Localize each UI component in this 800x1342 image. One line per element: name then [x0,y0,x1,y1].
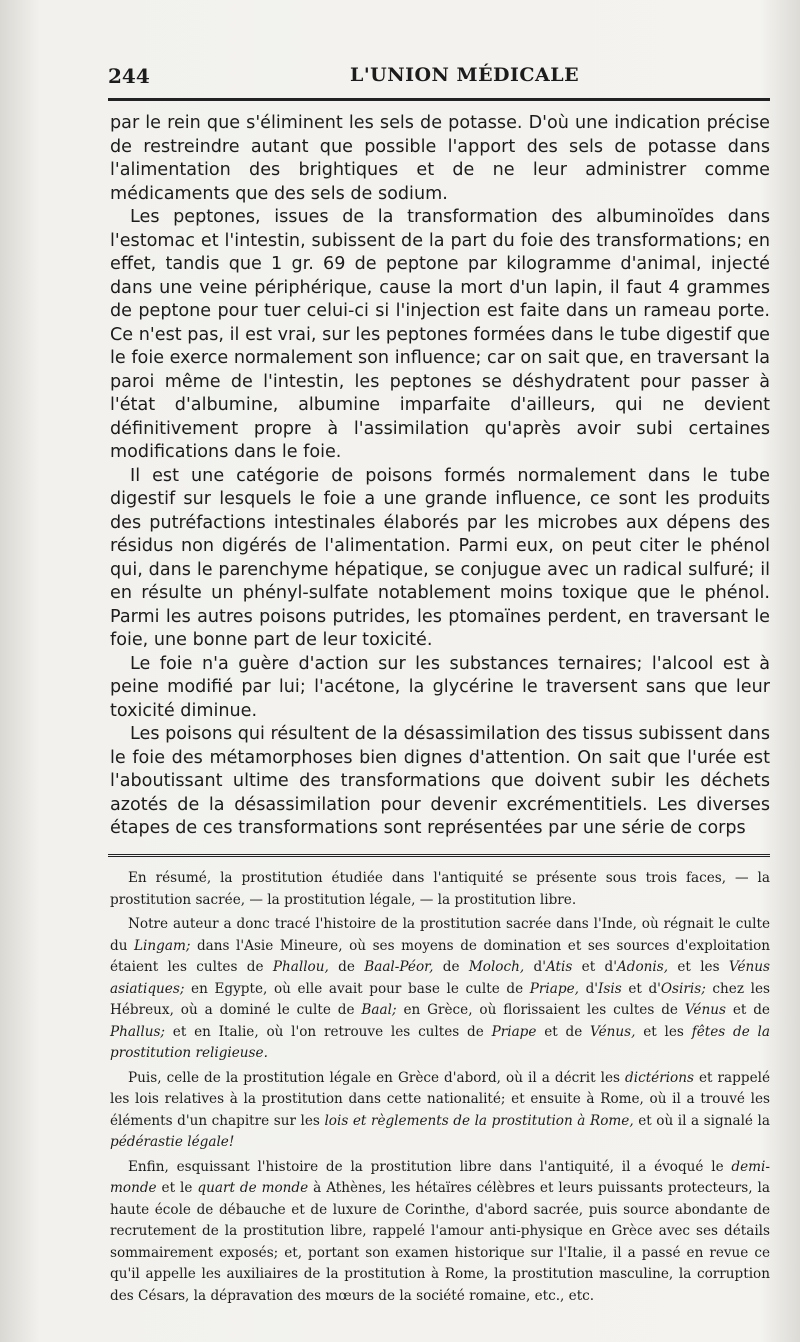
main-article-text [110,112,770,841]
paragraph: Le foie n'a guère d'action sur les substances ternaires; l'alcool est à peine modifié par lui; l'acétone, la glycérine le traversent sans que leur toxicité diminue. [110,653,770,721]
header-rule [108,98,770,101]
feuilleton-section [110,868,770,1310]
page-header [108,60,770,96]
feuilleton-paragraph: En résumé, la prostitution étudiée dans l'antiquité se présente sous trois faces, — la prostitution sacrée, — la prostitution légale, — la prostitution libre. [110,870,770,908]
feuilleton-paragraph: Enfin, esquissant l'histoire de la prostitution libre dans l'antiquité, il a évoqué le demi-monde et le quart de monde à Athènes, les hétaïres célèbres et leurs puissants protecteurs, la haute école de débauche et de luxure de Corinthe, d'abord sacrée, puis source abondante de recrutement de la prostitution libre, rappelé l'amour anti-physique en Grèce avec ses détails sommairement exposés; et, portant son examen historique sur l'Italie, il a passé en revue ce qu'il appelle les auxiliaires de la prostitution à Rome, la prostitution masculine, la corruption des Césars, la dépravation des mœurs de la société romaine, etc., etc. [110,1158,770,1304]
feuilleton-divider [108,854,770,857]
paragraph: par le rein que s'éliminent les sels de potasse. D'où une indication précise de restreindre autant que possible l'apport des sels de potasse dans l'alimentation des brightiques et de ne leur administrer comme médicaments que des sels de sodium. [110,113,770,204]
feuilleton-paragraph: Notre auteur a donc tracé l'histoire de la prostitution sacrée dans l'Inde, où régnait le culte du Lingam; dans l'Asie Mineure, où ses moyens de domination et ses sources d'exploitation étaient les cultes de Phallou, de Baal-Péor, de Moloch, d'Atis et d'Adonis, et les Vénus asiatiques; en Egypte, où elle avait pour base le culte de Priape, d'Isis et d'Osiris; chez les Hébreux, où a dominé le culte de Baal; en Grèce, où florissaient les cultes de Vénus et de Phallus; et en Italie, où l'on retrouve les cultes de Priape et de Vénus, et les fêtes de la prostitution religieuse. [110,916,771,1061]
page-number: 244 [108,64,150,88]
paragraph: Il est une catégorie de poisons formés normalement dans le tube digestif sur lesquels le foie a une grande influence, ce sont les produits des putréfactions intestinales élaborés par les microbes aux dépens des résidus non digérés de l'alimentation. Parmi eux, on peut citer le phénol qui, dans le parenchyme hépatique, se conjugue avec un radical sulfuré; il en résulte un phényl-sulfate notablement moins toxique que le phénol. Parmi les autres poisons putrides, les ptomaïnes perdent, en traversant le foie, une bonne part de leur toxicité. [110,465,770,650]
running-title: L'UNION MÉDICALE [350,64,580,86]
paragraph: Les poisons qui résultent de la désassimilation des tissus subissent dans le foie des métamorphoses bien dignes d'attention. On sait que l'urée est l'aboutissant ultime des transformations que doivent subir les déchets azotés de la désassimilation pour devenir excrémentitiels. Les diverses étapes de ces transformations sont représentées par une série de corps [110,724,770,838]
feuilleton-paragraph: Puis, celle de la prostitution légale en Grèce d'abord, où il a décrit les dictérions et rappelé les lois relatives à la prostitution dans cette nationalité; et ensuite à Rome, où il a trouvé les éléments d'un chapitre sur les lois et règlements de la prostitution à Rome, et où il a signalé la pédérastie légale! [110,1069,771,1150]
paragraph: Les peptones, issues de la transformation des albuminoïdes dans l'estomac et l'intestin, subissent de la part du foie des transformations; en effet, tandis que 1 gr. 69 de peptone par kilogramme d'animal, injecté dans une veine périphérique, cause la mort d'un lapin, il faut 4 grammes de peptone pour tuer celui-ci si l'injection est faite dans un rameau porte. Ce n'est pas, il est vrai, sur les peptones formées dans le tube digestif que le foie exerce normalement son influence; car on sait que, en traversant la paroi même de l'intestin, les peptones se déshydratent pour passer à l'état d'albumine, albumine imparfaite d'ailleurs, qui ne devient définitivement propre à l'assimilation qu'après avoir subi certaines modifications dans le foie. [110,207,770,462]
